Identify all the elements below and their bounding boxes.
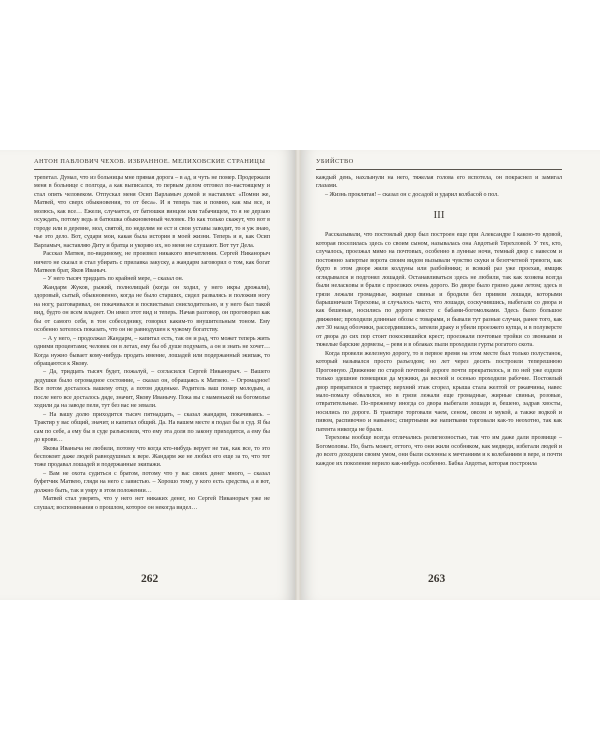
paragraph: – А у него, – продолжал Жандарм, – капитал есть, так он и рад, что может теперь жить одними процентами; человек он в летах, ему бы об душе подумать, а он и знать не хочет… Когда нужно бывает кому-нибудь продать имение, лошадей или подержанный экипаж, то обращаются к Якову. [34,335,270,367]
left-running-head: АНТОН ПАВЛОВИЧ ЧЕХОВ. ИЗБРАННОЕ. МЕЛИХОВСКИЕ СТРАНИЦЫ [34,158,266,165]
left-header-rule [34,169,270,170]
chapter-number: III [433,209,445,222]
paragraph: Рассказывали, что постоялый двор был построен еще при Александре I какою-то вдовой, которая поселилась здесь со своим сыном, называлась она Авдотьей Терехловой. У тех, кто, случалось, проезжал мимо на почтовых, особенно в лунные ночи, темный двор с навесом и постоянно запертые ворота своим видом вызывали чувство скуки и безотчетной тревоги, как будто в этом дворе жили колдуны или разбойники; и всякий раз уже проехав, ямщик оглядывался и подгонял лошадей. Останавливаться здесь не любили, так как хозяева всегда были нелaскoвы и брали с проезжих очень дорого. Во дворе было грязно даже летом; здесь в грязи лежали громадные, жирные свиньи и бродили без привязи лошади, которыми барышничали Тереховы, и случалось часто, что лошади, соскучившись, выбегали со двора и как бешеные, носились по дороге вместе с бабами-богомолками. Здесь было большое движение; проходили длинные обозы с товарами, и бывали тут разные случаи, ранее того, как лет 30 назад обозчики, рассердившись, затеяли драку и убили проезжего купца, и в полуверсте от двора до сих пор стоит покосившийся крест; проезжали почтовые тройки со звонками и тяжелые барские дормезы, – ревя и в облаках пыли проходили гурты рогатого скота. [316,232,562,349]
paragraph: – Жизнь проклятая! – сказал он с досадой и ударил колбасой о пол. [325,191,499,198]
paragraph: Когда провели железную дорогу, то в первое время на этом месте был только полустанок, который назывался просто разъездом; но лет через десять построили теперешнюю Прогонную. Движение по старой почтовой дороге почти прекратилось, и по ней уже ездили только здешние помещики да мужики, да весной и осенью проходили рабочие. Постоялый двор превратился в трактир; верхний этаж сгорел, крыша стала желтой от ржавчины, навес мало-помалу обвалился, но в грязи лежали еще громадные, жирные свиньи, розовые, отвратительные. По-прежнему иногда со двора выбегали лошади и, бешено, задрав хвосты, носились по дороге. В трактире торговали чаем, сеном, овсом и мукой, а также водкой и пивом, распивочно и навынос; спиртными же напитками торговали как-то неохотно, так как патента никогда не брали. [316,350,562,433]
paragraph: – На вашу долю приходится тысяч пятнадцать, – сказал жандарм, покачиваясь. – Трактир у вас общий, значит, и капитал общий. Да. На вашем месте я подал бы в суд. Я бы сам по себе, а ему бы в суде разъяснили, что ему эта доля по закону приходится, а ему бы до крови… [34,411,270,444]
paragraph: Якова Иваныча не любили, потому что когда кто-нибудь верует не так, как все, то это беспокоит даже людей равнодушных к вере. Жандарм же не любил его еще за то, что тот тоже продавал лошадей и подержанные экипажи. [34,445,270,469]
right-page-number: 263 [428,573,446,585]
paragraph: – Вам не охота судиться с братом, потому что у вас своих денег много, – сказал буфетчик Матвею, глядя на него с завистью. – Хорошо тому, у кого есть средства, а я вот, должно быть, так и умру в этом положении… [34,470,270,494]
left-page-number: 262 [141,573,159,585]
paragraph: трепетал. Думал, что из больницы мне прямая дорога – в ад, и чуть не помер. Продержали меня в больнице с полгода, а как выписался, то первым делом отговел по-настоящему и стал опять человеком. Отпускал меня Осип Варламыч домой и наставлял: «Помни же, Матвей, что сверх обыкновения, то от беса». И я теперь так и помню, как мы все, и молюсь, как все… Ежели, случается, от батюшки винцом или табачищем, то я не дерзаю осуждать, потому ведь и батюшка обыкновенный человек. Но как только скажут, что вот в городе или в деревне, мол, святой, по неделям не ест и свои уставы заводит, то я уж знаю, чье это дело. Вот, судари мои, какая была история в моей жизни. Теперь и я, как Осип Варламыч, наставляю Диту и братца и укоряю их, но меня не слушают. Вот тут Дела. [34,175,270,249]
left-text-column [34,174,270,512]
book-gutter [295,150,301,600]
right-header-rule [316,169,562,170]
paragraph: – Да, тридцать тысяч будет, пожалуй, – согласился Сергей Никанорыч. – Вашего дедушки было огромадное состояние, – сказал он, обращаясь к Матвею. – Огромадное! Все потом досталось вашему отцу, а потом дяденьке. Родитель ваш помер молодым, а после него все досталось дяде, значит, Якову Иванычу. Пока вы с маменькой на богомолье ходили да на заводе пели, тут без вас не зевали. [34,369,270,410]
paragraph: Жандарм Жуков, рыжий, полнолицый (когда он ходил, у него икры дрожали), здоровый, сытый, обыкновенно, когда не было старших, сидел развалясь и положив ногу на ногу, разговаривал, он покачивался и посвистывал снисходительно, и у него был такой вид, будто он всем владеет. Он имел этот вид и теперь. Начав разговор, он проговорил как бы от самого себя, в тон собеседнику, говорил каким-то внушительным тоном. Ему особенно хотелось показать, что он не равнодушен к чужому богатству. [34,284,270,334]
paragraph: каждый день, нахлынули на него, тяжелая голова его вспотела, он покраснел и замигал глазами. [316,175,562,190]
paragraph: Тереховы вообще всегда отличались религиозностью, так что им даже дали прозвище – Богомоловы. Но, быть может, оттого, что они жили особняком, как медведи, избегали людей и до всего доходили своим умом, они были склонны к мечтаниям и к колебаниям в вере, и почти каждое их поколение верило как-нибудь особенно. Бабка Авдотья, которая построила [316,435,562,467]
paragraph: Рассказ Матвея, по-видимому, не произвел никакого впечатления. Сергей Никанорыч ничего не сказал и стал убирать с прилавка закуску, а жандарм заговорил о том, как богат Матвеев брат, Яков Иваныч. [34,251,270,274]
paragraph: – У него тысяч тридцать по крайней мере, – сказал он. [43,276,184,283]
paragraph: Матвей стал уверять, что у него нет никаких денег, но Сергей Никанорыч уже не слушал; воспоминания о прошлом, которое он некогда видел… [34,496,270,511]
right-text-column [316,174,562,468]
right-running-head: УБИЙСТВО [316,158,354,165]
